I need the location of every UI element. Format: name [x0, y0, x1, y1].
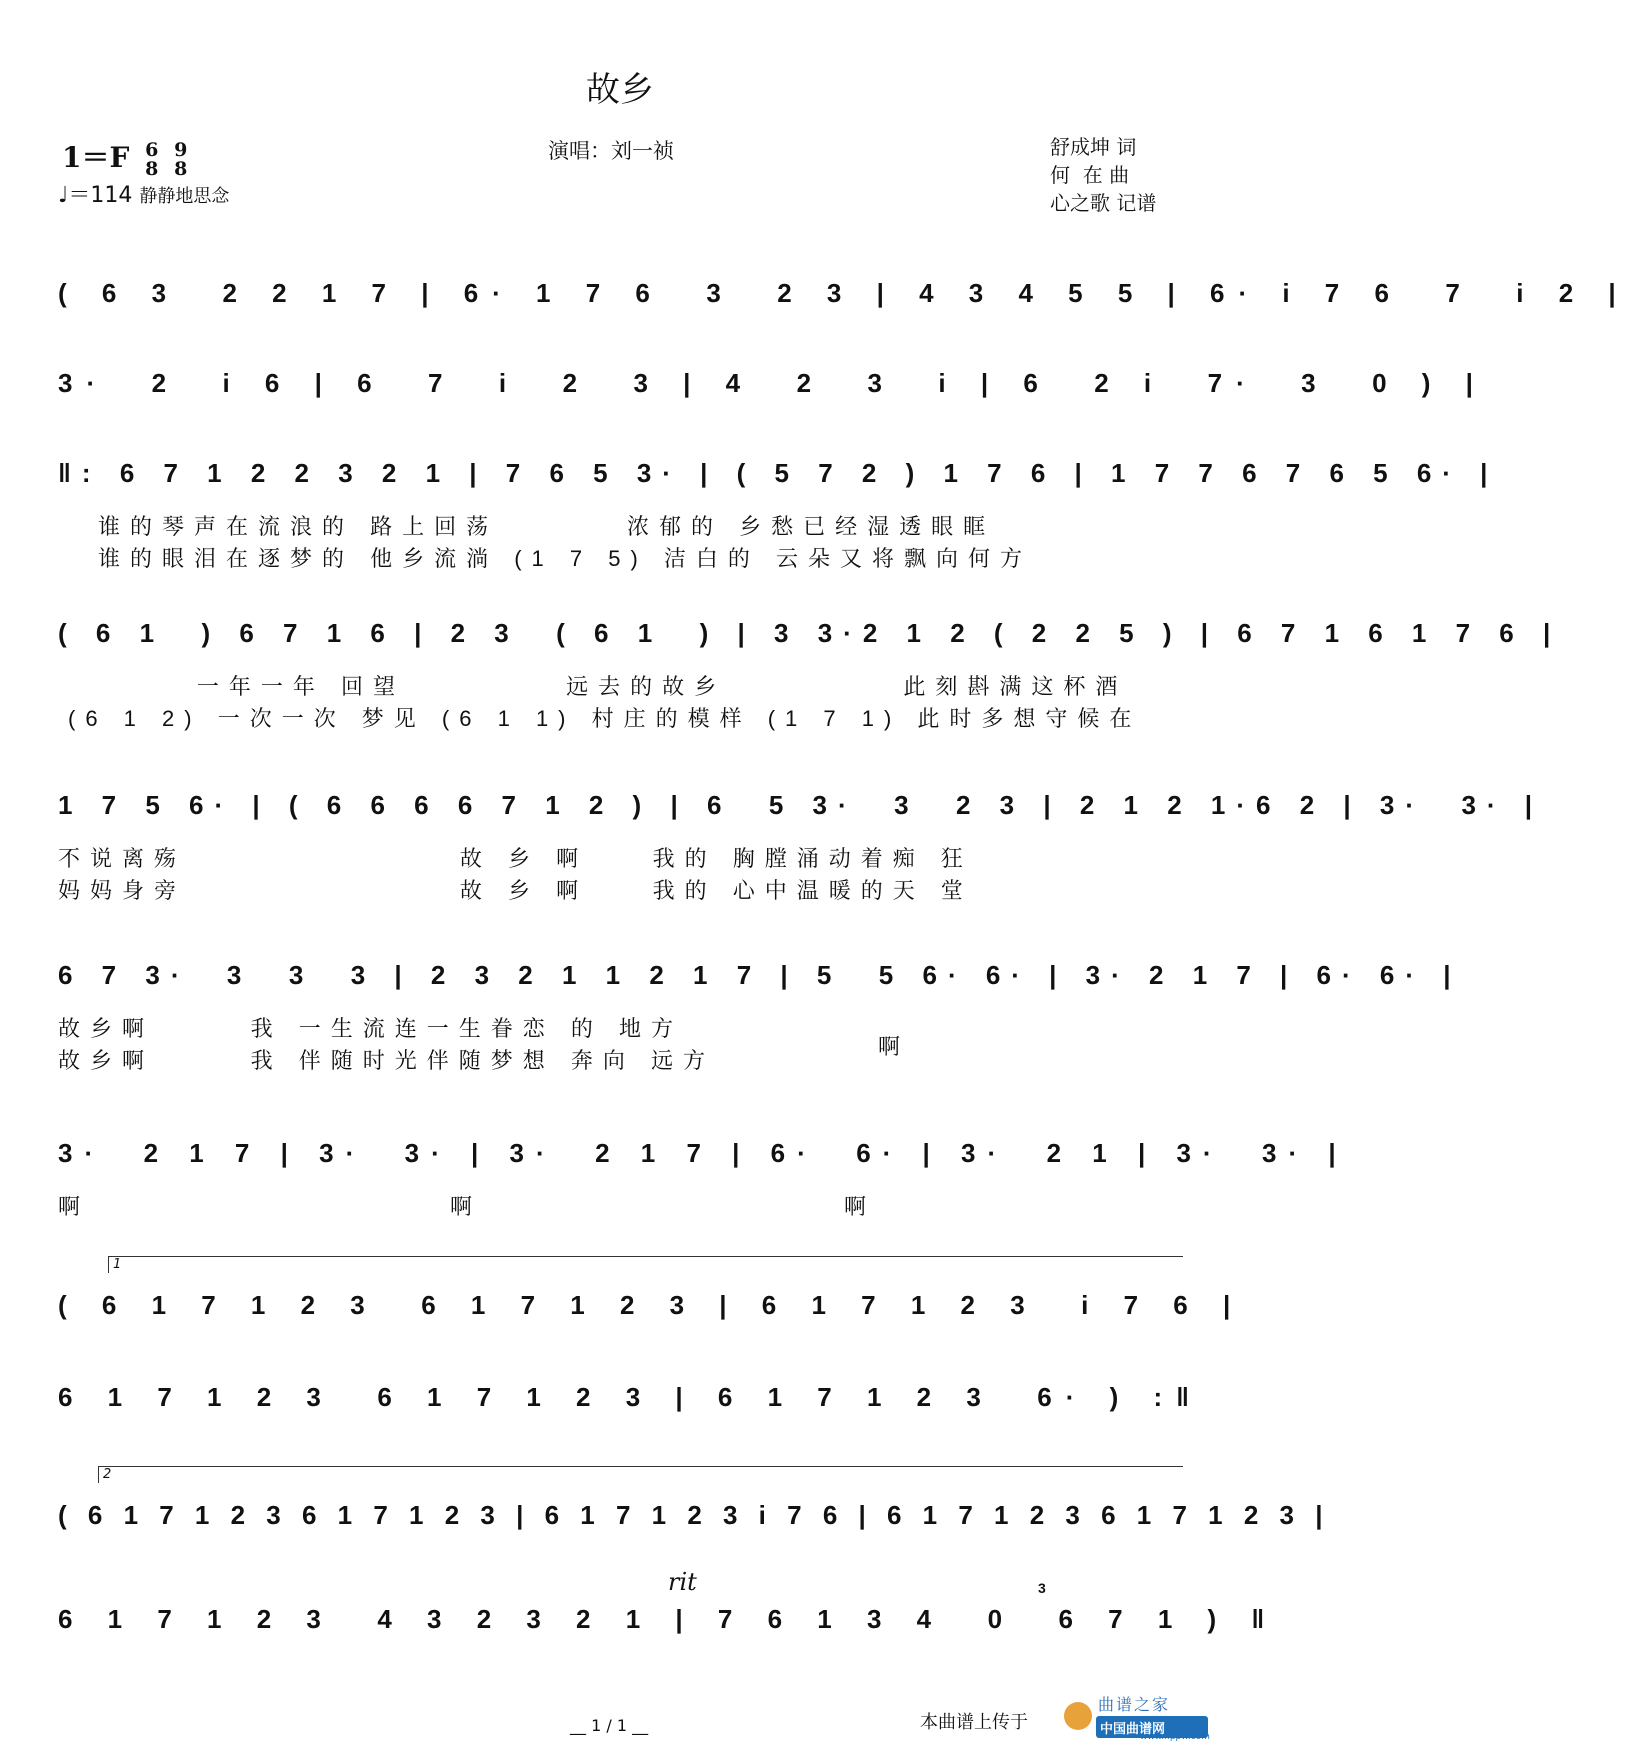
line-notes: ( 6 1 7 1 2 3 6 1 7 1 2 3 | 6 1 7 1 2 3 i 7 6 |	[58, 1290, 1245, 1320]
expression-text: 静静地思念	[139, 186, 230, 207]
score-line-6	[58, 960, 1462, 1080]
site-logo	[1062, 1690, 1212, 1742]
line-notes: 6 1 7 1 2 3 6 1 7 1 2 3 | 6 1 7 1 2 3 6· ) :‖	[58, 1382, 1204, 1412]
score-line-8	[58, 1290, 1245, 1380]
line-notes: 3· 2 1 7 | 3· 3· | 3· 2 1 7 | 6· 6· | 3· 2 1 | 3· 3· |	[58, 1138, 1348, 1168]
side-lyric: 啊	[878, 1034, 911, 1059]
lyric-verse-2: 妈妈身旁 故 乡 啊 我的 心中温暖的天 堂	[58, 878, 973, 903]
line-notes: ‖: 6 7 1 2 2 3 2 1 | 7 6 5 3· | ( 5 7 2 ) 1 7 6 | 1 7 7 6 7 6 5 6· |	[58, 458, 1499, 488]
credits-block	[1050, 133, 1156, 217]
key-label: 1＝F	[62, 141, 130, 174]
meter-6-8: 6 8	[145, 138, 159, 180]
line-notes: ( 6 1 7 1 2 3 6 1 7 1 2 3 | 6 1 7 1 2 3 i 7 6 | 6 1 7 1 2 3 6 1 7 1 2 3 |	[58, 1500, 1330, 1530]
key-signature	[62, 136, 187, 179]
tempo-marking	[58, 178, 229, 209]
transcriber-credit: 心之歌 记谱	[1050, 191, 1157, 215]
lyric-verse-1: 故乡啊 我 一生流连一生眷恋 的 地方	[58, 1016, 684, 1041]
score-line-5	[58, 790, 1544, 910]
line-notes: ( 6 3 2 2 1 7 | 6· 1 7 6 3 2 3 | 4 3 4 5 5 | 6· i 7 6 7 i 2 |	[58, 278, 1630, 308]
lyric-b: 啊	[450, 1194, 483, 1219]
volta-2	[98, 1466, 1183, 1483]
logo-text: 中国曲谱网	[1100, 1722, 1166, 1737]
tuplet-number: 3	[1038, 1580, 1046, 1596]
rit-marking: rit	[668, 1568, 697, 1596]
composer-credit: 何 在 曲	[1050, 163, 1130, 187]
line-notes: 1 7 5 6· | ( 6 6 6 6 7 1 2 ) | 6 5 3· 3 2 3 | 2 1 2 1·6 2 | 3· 3· |	[58, 790, 1544, 820]
logo-site: www.hppw.com	[1140, 1732, 1210, 1742]
quarter-note-icon: ♩	[58, 183, 69, 208]
lyric-verse-1: 一年一年 回望 远去的故乡 此刻斟满这杯酒	[68, 674, 1128, 699]
lyric-verse-1: 不说离殇 故 乡 啊 我的 胸膛涌动着痴 狂	[58, 846, 973, 871]
tempo-value: ＝114	[68, 183, 133, 208]
page-number: __ 1 / 1 __	[570, 1716, 649, 1735]
score-line-1	[58, 278, 1630, 368]
score-title: 故乡	[586, 70, 654, 110]
line-notes: 3· 2 i 6 | 6 7 i 2 3 | 4 2 3 i | 6 2 i 7· 3 0 ) |	[58, 368, 1487, 398]
lyric-c: 啊	[844, 1194, 877, 1219]
logo-circle	[1064, 1702, 1092, 1730]
lyric-verse-2: (6 1 2) 一次一次 梦见 (6 1 1) 村庄的模样 (1 7 1) 此时多想守候在	[68, 706, 1142, 731]
line-notes: 6 1 7 1 2 3 4 3 2 3 2 1 | 7 6 1 3 4 0 6 7 1 ) ‖	[58, 1604, 1279, 1634]
score-line-10	[58, 1500, 1330, 1590]
lyric-a: 啊	[58, 1194, 91, 1219]
logo-brand: 曲谱之家	[1098, 1695, 1171, 1714]
meter-9-8: 9 8	[174, 138, 188, 180]
volta-number: 2	[103, 1467, 112, 1482]
lyric-verse-2: 谁的眼泪在逐梦的 他乡流淌 (1 7 5) 洁白的 云朵又将飘向何方	[98, 546, 1033, 571]
score-line-3	[58, 458, 1499, 578]
volta-number: 1	[113, 1257, 122, 1272]
line-notes: ( 6 1 ) 6 7 1 6 | 2 3 ( 6 1 ) | 3 3·2 1 2 ( 2 2 5 ) | 6 7 1 6 1 7 6 |	[58, 618, 1562, 648]
score-line-2	[58, 368, 1487, 458]
volta-1	[108, 1256, 1183, 1273]
upload-credit: 本曲谱上传于	[920, 1712, 1028, 1733]
lyricist-credit: 舒成坤 词	[1050, 135, 1137, 159]
score-line-7	[58, 1138, 1348, 1228]
line-notes: 6 7 3· 3 3 3 | 2 3 2 1 1 2 1 7 | 5 5 6· 6· | 3· 2 1 7 | 6· 6· |	[58, 960, 1462, 990]
lyric-verse-1: 谁的琴声在流浪的 路上回荡 浓郁的 乡愁已经湿透眼眶	[98, 514, 996, 539]
score-line-4	[58, 618, 1562, 738]
lyric-verse-2: 故乡啊 我 伴随时光伴随梦想 奔向 远方	[58, 1048, 716, 1073]
score-line-9	[58, 1382, 1204, 1472]
singer-credit: 演唱：刘一祯	[548, 139, 674, 163]
